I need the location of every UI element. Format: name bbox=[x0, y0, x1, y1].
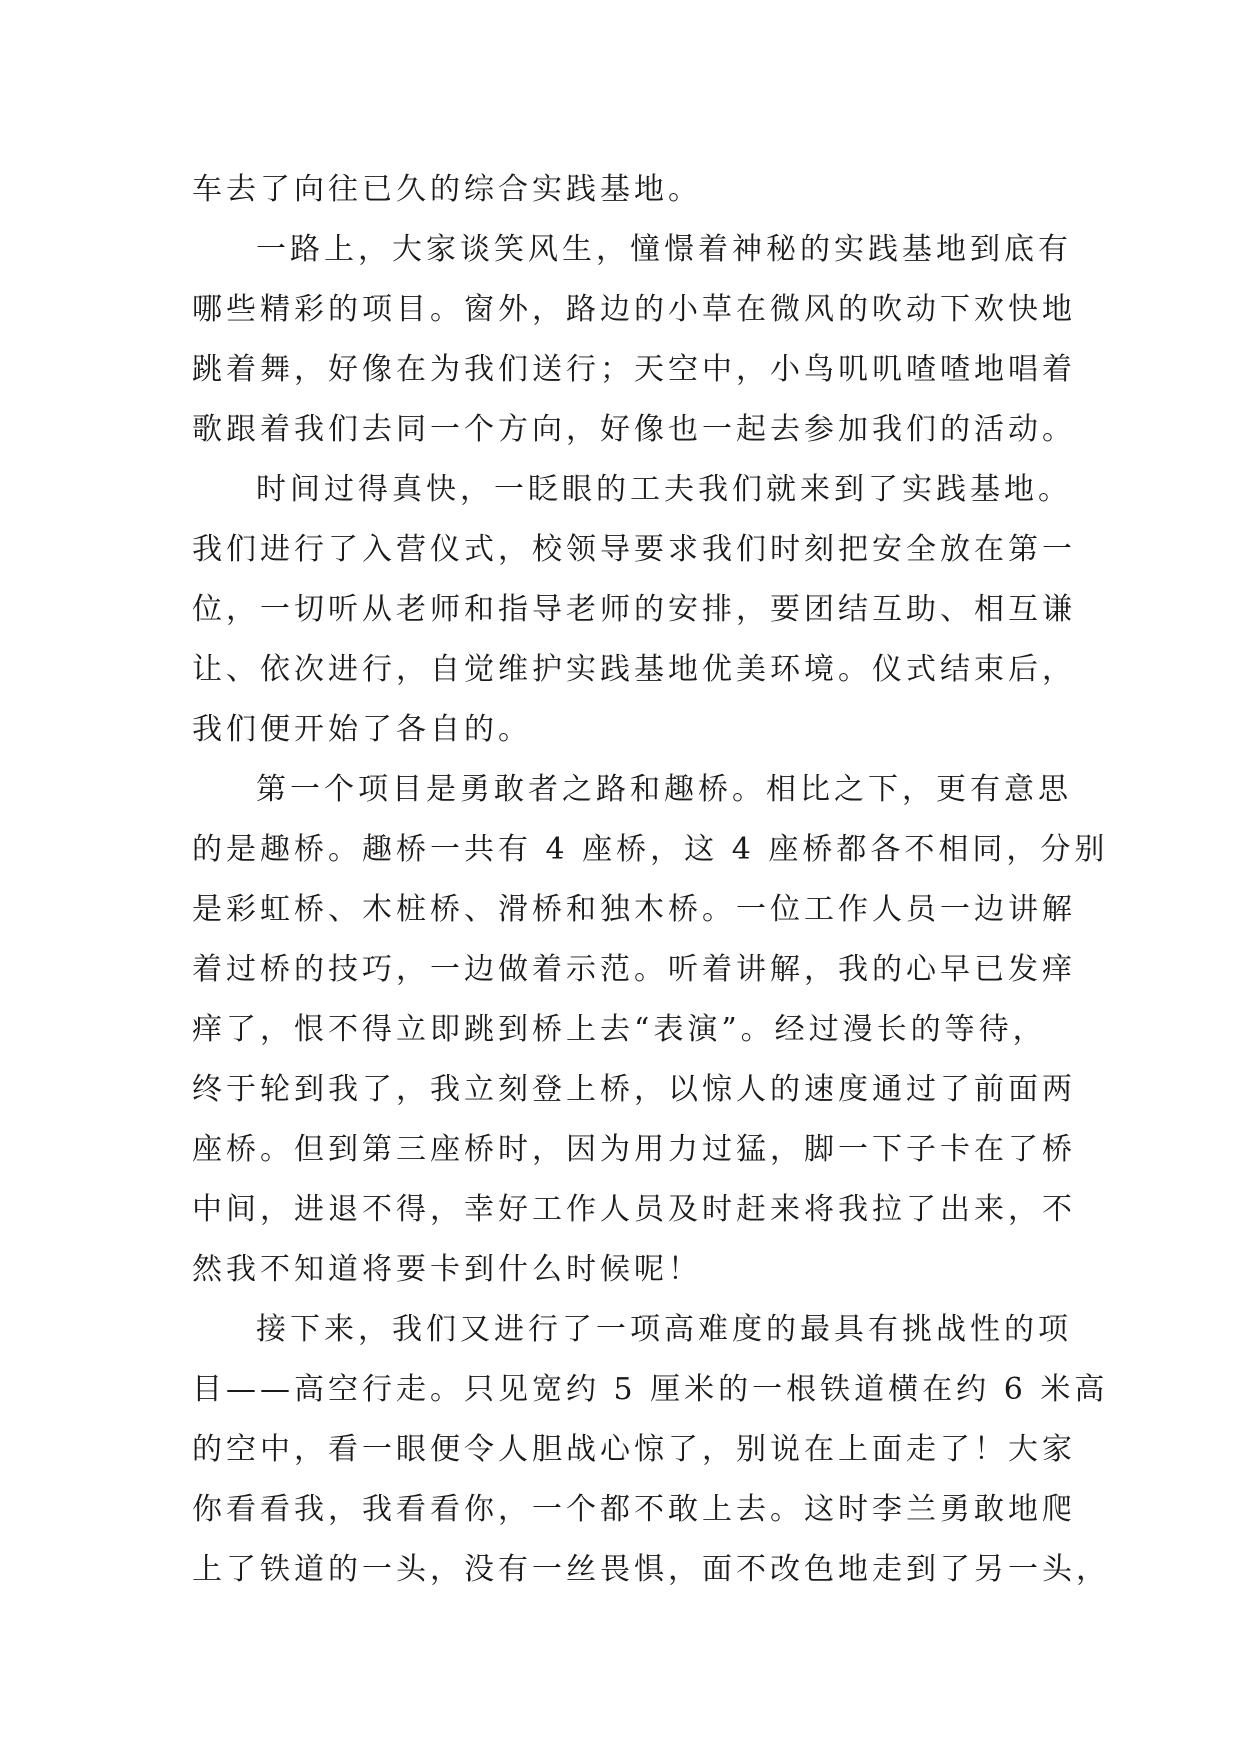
text-line: 一路上，大家谈笑风生，憧憬着神秘的实践基地到底有 bbox=[256, 232, 1072, 267]
text-line: 痒了，恨不得立即跳到桥上去“表演”。经过漫长的等待， bbox=[192, 1012, 1047, 1047]
text-line: 座桥。但到第三座桥时，因为用力过猛，脚一下子卡在了桥 bbox=[192, 1132, 1076, 1167]
text-line: 我们便开始了各自的。 bbox=[192, 712, 532, 747]
text-line: 第一个项目是勇敢者之路和趣桥。相比之下，更有意思 bbox=[256, 772, 1072, 807]
text-line: 然我不知道将要卡到什么时候呢！ bbox=[192, 1252, 702, 1287]
text-line: 的是趣桥。趣桥一共有 4 座桥，这 4 座桥都各不相同，分别 bbox=[192, 832, 1109, 867]
text-line: 位，一切听从老师和指导老师的安排，要团结互助、相互谦 bbox=[192, 592, 1076, 627]
text-line: 中间，进退不得，幸好工作人员及时赶来将我拉了出来，不 bbox=[192, 1192, 1076, 1227]
text-line: 目——高空行走。只见宽约 5 厘米的一根铁道横在约 6 米高 bbox=[192, 1372, 1109, 1407]
document-body bbox=[192, 160, 1110, 1600]
text-line: 接下来，我们又进行了一项高难度的最具有挑战性的项 bbox=[256, 1312, 1072, 1347]
text-line: 车去了向往已久的综合实践基地。 bbox=[192, 172, 702, 207]
text-line: 上了铁道的一头，没有一丝畏惧，面不改色地走到了另一头， bbox=[192, 1552, 1110, 1587]
text-line: 跳着舞，好像在为我们送行；天空中，小鸟叽叽喳喳地唱着 bbox=[192, 352, 1076, 387]
text-line: 歌跟着我们去同一个方向，好像也一起去参加我们的活动。 bbox=[192, 412, 1076, 447]
text-line: 是彩虹桥、木桩桥、滑桥和独木桥。一位工作人员一边讲解 bbox=[192, 892, 1076, 927]
text-line: 终于轮到我了，我立刻登上桥，以惊人的速度通过了前面两 bbox=[192, 1072, 1076, 1107]
text-line: 哪些精彩的项目。窗外，路边的小草在微风的吹动下欢快地 bbox=[192, 292, 1076, 327]
text-line: 让、依次进行，自觉维护实践基地优美环境。仪式结束后， bbox=[192, 652, 1076, 687]
text-line: 我们进行了入营仪式，校领导要求我们时刻把安全放在第一 bbox=[192, 532, 1076, 567]
text-line: 着过桥的技巧，一边做着示范。听着讲解，我的心早已发痒 bbox=[192, 952, 1076, 987]
text-line: 时间过得真快，一眨眼的工夫我们就来到了实践基地。 bbox=[256, 472, 1072, 507]
text-line: 你看看我，我看看你，一个都不敢上去。这时李兰勇敢地爬 bbox=[192, 1492, 1076, 1527]
text-line: 的空中，看一眼便令人胆战心惊了，别说在上面走了！大家 bbox=[192, 1432, 1076, 1467]
